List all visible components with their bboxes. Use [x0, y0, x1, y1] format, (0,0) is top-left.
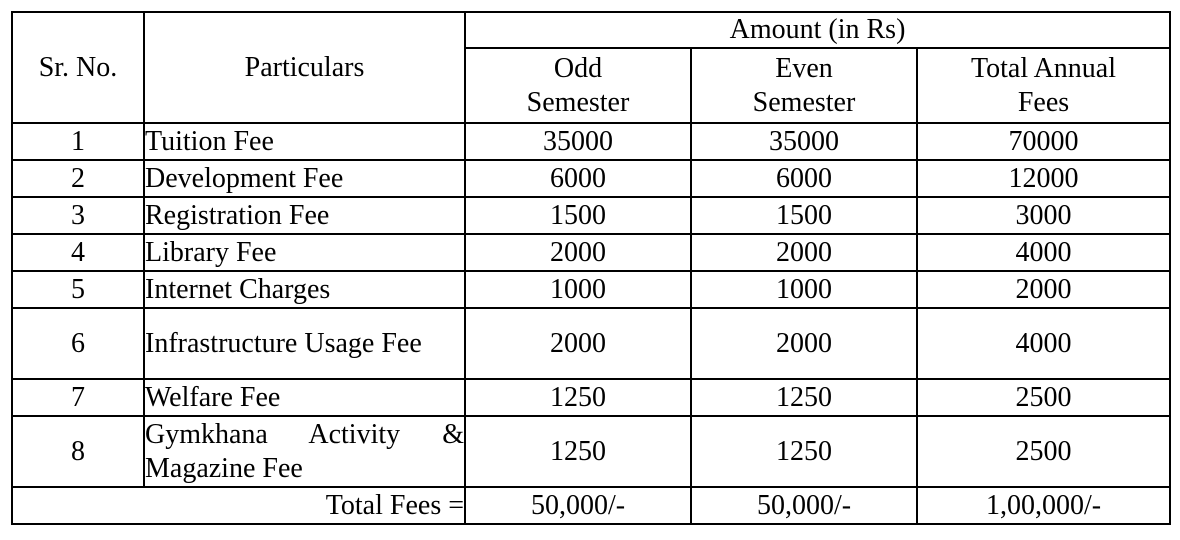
even-cell: 2000 — [691, 308, 917, 379]
total-annual-fees-header: Total Annual Fees — [917, 48, 1170, 123]
table-row — [12, 234, 1170, 271]
particular-cell: Development Fee — [144, 160, 465, 197]
sr-cell: 6 — [12, 308, 144, 379]
table-row — [12, 123, 1170, 160]
particular-cell: Infrastructure Usage Fee — [144, 308, 465, 379]
odd-cell: 2000 — [465, 308, 691, 379]
total-cell: 4000 — [917, 308, 1170, 379]
even-cell: 1250 — [691, 416, 917, 487]
particular-cell: Internet Charges — [144, 271, 465, 308]
total-cell: 2500 — [917, 416, 1170, 487]
table-row — [12, 416, 1170, 487]
even-cell: 1000 — [691, 271, 917, 308]
amount-header: Amount (in Rs) — [465, 12, 1170, 48]
sr-cell: 8 — [12, 416, 144, 487]
sr-cell: 3 — [12, 197, 144, 234]
even-total: 50,000/- — [691, 487, 917, 524]
sr-cell: 1 — [12, 123, 144, 160]
odd-cell: 35000 — [465, 123, 691, 160]
odd-cell: 6000 — [465, 160, 691, 197]
annual-total: 1,00,000/- — [917, 487, 1170, 524]
odd-total: 50,000/- — [465, 487, 691, 524]
particular-cell: Tuition Fee — [144, 123, 465, 160]
odd-cell: 1500 — [465, 197, 691, 234]
even-cell: 1250 — [691, 379, 917, 416]
odd-cell: 2000 — [465, 234, 691, 271]
even-cell: 35000 — [691, 123, 917, 160]
total-cell: 4000 — [917, 234, 1170, 271]
sr-cell: 2 — [12, 160, 144, 197]
particular-cell: Welfare Fee — [144, 379, 465, 416]
total-cell: 70000 — [917, 123, 1170, 160]
table-row — [12, 197, 1170, 234]
table-row — [12, 160, 1170, 197]
total-row — [12, 487, 1170, 524]
even-semester-header: Even Semester — [691, 48, 917, 123]
odd-cell: 1000 — [465, 271, 691, 308]
even-cell: 6000 — [691, 160, 917, 197]
total-cell: 2000 — [917, 271, 1170, 308]
odd-cell: 1250 — [465, 416, 691, 487]
odd-semester-header: Odd Semester — [465, 48, 691, 123]
header-row — [12, 12, 1170, 48]
total-cell: 3000 — [917, 197, 1170, 234]
sr-cell: 4 — [12, 234, 144, 271]
sr-cell: 7 — [12, 379, 144, 416]
sr-cell: 5 — [12, 271, 144, 308]
total-fees-label: Total Fees = — [12, 487, 465, 524]
table-row — [12, 308, 1170, 379]
table-row — [12, 271, 1170, 308]
total-cell: 12000 — [917, 160, 1170, 197]
total-cell: 2500 — [917, 379, 1170, 416]
fee-table — [11, 11, 1171, 525]
table-row — [12, 379, 1170, 416]
sr-no-header: Sr. No. — [12, 12, 144, 123]
even-cell: 1500 — [691, 197, 917, 234]
particulars-header: Particulars — [144, 12, 465, 123]
particular-cell: Registration Fee — [144, 197, 465, 234]
even-cell: 2000 — [691, 234, 917, 271]
odd-cell: 1250 — [465, 379, 691, 416]
particular-cell: Gymkhana Activity & Magazine Fee — [144, 416, 465, 487]
particular-cell: Library Fee — [144, 234, 465, 271]
